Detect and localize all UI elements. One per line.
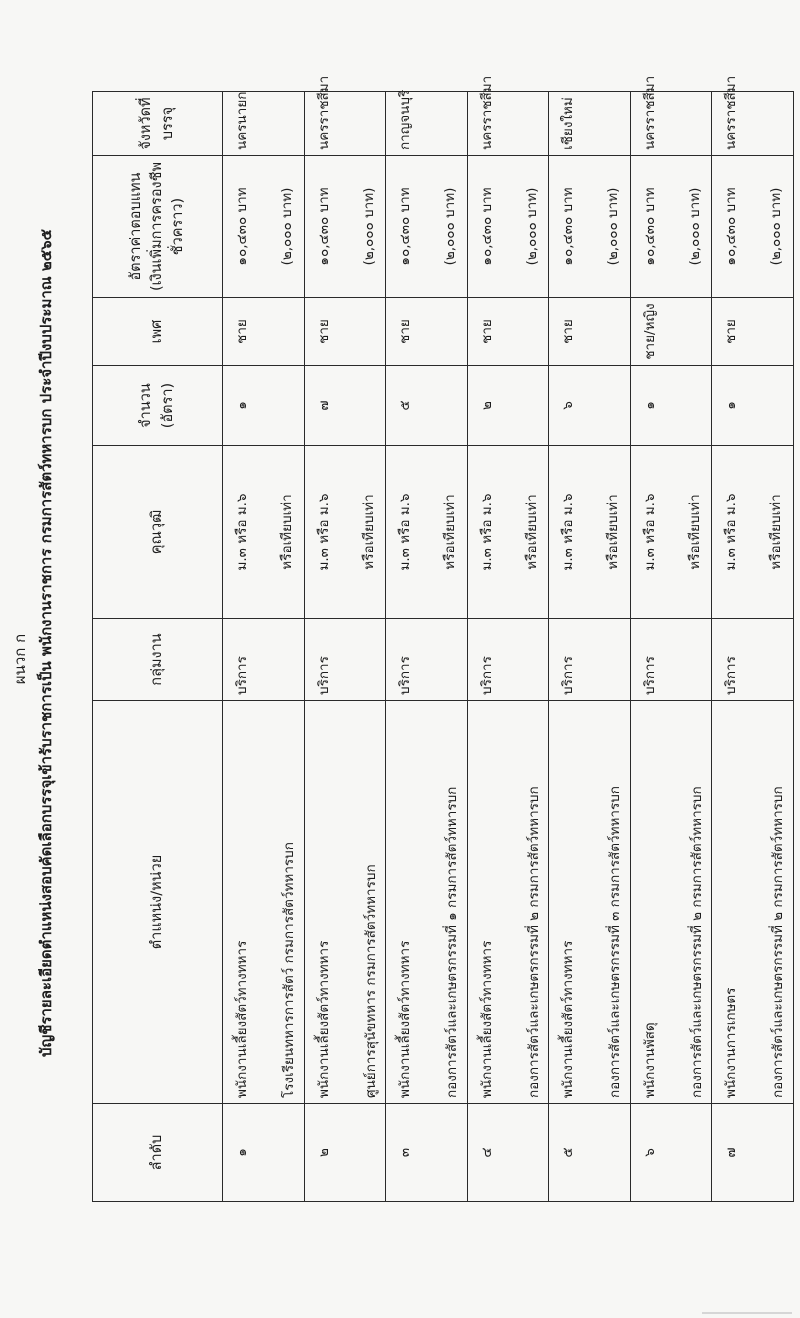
row-qualification	[467, 446, 549, 619]
position-unit: โรงเรียนทหารการสัตว์ กรมการสัตว์ทหารบก	[281, 842, 297, 1098]
row-no: ๗	[712, 1104, 794, 1202]
position-title: พนักงานเลี้ยงสัตว์ทางทหาร	[397, 940, 414, 1098]
row-qualification	[549, 446, 631, 619]
row-position	[304, 701, 386, 1104]
position-unit: กองการสัตว์และเกษตรกรรมที่ ๒ กรมการสัตว์ทหารบก	[770, 786, 787, 1098]
row-group: บริการ	[386, 619, 468, 701]
table-row	[630, 92, 712, 1202]
row-qualification	[630, 446, 712, 619]
position-unit: ศูนย์การสุนัขทหาร กรมการสัตว์ทหารบก	[362, 864, 379, 1098]
row-no: ๕	[549, 1104, 631, 1202]
table-row	[712, 92, 794, 1202]
qualification-equivalent: หรือเทียบเท่า	[279, 494, 295, 570]
compensation-allowance: (๒,๐๐๐ บาท)	[279, 187, 295, 266]
row-count: ๒	[467, 366, 549, 446]
position-unit: กองการสัตว์และเกษตรกรรมที่ ๒ กรมการสัตว์ทหารบก	[525, 786, 542, 1098]
qualification-level: ม.๓ หรือ ม.๖	[723, 493, 740, 571]
compensation-allowance: (๒,๐๐๐ บาท)	[686, 187, 703, 266]
row-group: บริการ	[712, 619, 794, 701]
position-unit: กองการสัตว์และเกษตรกรรมที่ ๑ กรมการสัตว์ทหารบก	[444, 786, 461, 1098]
row-count: ๕	[386, 366, 468, 446]
row-province: เชียงใหม่	[549, 92, 631, 156]
compensation-allowance: (๒,๐๐๐ บาท)	[442, 187, 459, 266]
row-province: นครราชสีมา	[304, 92, 386, 156]
qualification-equivalent: หรือเทียบเท่า	[523, 494, 540, 570]
row-sex: ชาย	[712, 298, 794, 366]
row-province: กาญจนบุรี	[386, 92, 468, 156]
row-compensation	[304, 156, 386, 298]
table-row	[467, 92, 549, 1202]
compensation-allowance: (๒,๐๐๐ บาท)	[605, 187, 622, 266]
scan-edge-divider	[702, 1312, 792, 1314]
position-title: พนักงานพัสดุ	[641, 1022, 658, 1098]
row-group: บริการ	[630, 619, 712, 701]
row-group: บริการ	[223, 619, 305, 701]
compensation-pay: ๑๐,๔๓๐ บาท	[723, 187, 740, 266]
row-position	[223, 701, 305, 1104]
table-header-row	[93, 92, 223, 1202]
row-sex: ชาย/หญิง	[630, 298, 712, 366]
qualification-level: ม.๓ หรือ ม.๖	[641, 493, 658, 571]
compensation-pay: ๑๐,๔๓๐ บาท	[478, 187, 495, 266]
row-position	[630, 701, 712, 1104]
row-count: ๑	[630, 366, 712, 446]
row-no: ๖	[630, 1104, 712, 1202]
row-qualification	[304, 446, 386, 619]
compensation-pay: ๑๐,๔๓๐ บาท	[234, 187, 250, 266]
compensation-pay: ๑๐,๔๓๐ บาท	[560, 187, 577, 266]
compensation-pay: ๑๐,๔๓๐ บาท	[641, 187, 658, 266]
row-no: ๒	[304, 1104, 386, 1202]
qualification-level: ม.๓ หรือ ม.๖	[560, 493, 577, 571]
row-position	[712, 701, 794, 1104]
row-province: นครราชสีมา	[712, 92, 794, 156]
compensation-allowance: (๒,๐๐๐ บาท)	[523, 187, 540, 266]
row-group: บริการ	[549, 619, 631, 701]
position-title: พนักงานเลี้ยงสัตว์ทางทหาร	[478, 940, 495, 1098]
row-count: ๑	[223, 366, 305, 446]
row-sex: ชาย	[223, 298, 305, 366]
row-position	[467, 701, 549, 1104]
table-row	[223, 92, 305, 1202]
row-position	[386, 701, 468, 1104]
row-compensation	[712, 156, 794, 298]
row-sex: ชาย	[304, 298, 386, 366]
row-qualification	[712, 446, 794, 619]
row-no: ๔	[467, 1104, 549, 1202]
header-group: กลุ่มงาน	[93, 619, 223, 701]
position-title: พนักงานเลี้ยงสัตว์ทางทหาร	[315, 940, 332, 1098]
qualification-equivalent: หรือเทียบเท่า	[768, 494, 785, 570]
row-group: บริการ	[304, 619, 386, 701]
position-title: พนักงานเลี้ยงสัตว์ทางทหาร	[234, 940, 250, 1098]
table-row	[304, 92, 386, 1202]
qualification-equivalent: หรือเทียบเท่า	[605, 494, 622, 570]
header-position: ตำแหน่ง/หน่วย	[93, 701, 223, 1104]
table-row	[386, 92, 468, 1202]
table-row	[549, 92, 631, 1202]
appendix-label: ผนวก ก	[11, 633, 29, 685]
row-sex: ชาย	[467, 298, 549, 366]
document-title: บัญชีรายละเอียดตำแหน่งสอบคัดเลือกบรรจุเข้ารับราชการเป็น พนักงานราชการ กรมการสัตว์ทหารบก ประจำปีงบประมาณ ๒๕๖๕	[37, 228, 55, 1058]
row-qualification	[223, 446, 305, 619]
row-compensation	[630, 156, 712, 298]
position-unit: กองการสัตว์และเกษตรกรรมที่ ๓ กรมการสัตว์ทหารบก	[607, 786, 624, 1098]
compensation-allowance: (๒,๐๐๐ บาท)	[768, 187, 785, 266]
header-qualification: คุณวุฒิ	[93, 446, 223, 619]
row-qualification	[386, 446, 468, 619]
header-sex: เพศ	[93, 298, 223, 366]
position-title: พนักงานการเกษตร	[723, 987, 740, 1098]
row-count: ๑	[712, 366, 794, 446]
row-no: ๑	[223, 1104, 305, 1202]
qualification-equivalent: หรือเทียบเท่า	[686, 494, 703, 570]
header-no: ลำดับ	[93, 1104, 223, 1202]
row-sex: ชาย	[549, 298, 631, 366]
row-compensation	[549, 156, 631, 298]
row-sex: ชาย	[386, 298, 468, 366]
qualification-level: ม.๓ หรือ ม.๖	[397, 493, 414, 571]
row-province: นครราชสีมา	[630, 92, 712, 156]
row-no: ๓	[386, 1104, 468, 1202]
row-count: ๖	[549, 366, 631, 446]
header-count: จำนวน (อัตรา)	[93, 366, 223, 446]
row-position	[549, 701, 631, 1104]
positions-table	[92, 75, 794, 1202]
qualification-level: ม.๓ หรือ ม.๖	[234, 493, 250, 571]
row-compensation	[386, 156, 468, 298]
row-count: ๗	[304, 366, 386, 446]
qualification-level: ม.๓ หรือ ม.๖	[315, 493, 332, 571]
position-title: พนักงานเลี้ยงสัตว์ทางทหาร	[560, 940, 577, 1098]
compensation-allowance: (๒,๐๐๐ บาท)	[360, 187, 377, 266]
compensation-pay: ๑๐,๔๓๐ บาท	[315, 187, 332, 266]
row-group: บริการ	[467, 619, 549, 701]
compensation-pay: ๑๐,๔๓๐ บาท	[397, 187, 414, 266]
qualification-level: ม.๓ หรือ ม.๖	[478, 493, 495, 571]
row-compensation	[467, 156, 549, 298]
header-province: จังหวัดที่บรรจุ	[93, 92, 223, 156]
position-unit: กองการสัตว์และเกษตรกรรมที่ ๒ กรมการสัตว์ทหารบก	[688, 786, 705, 1098]
header-compensation: อัตราค่าตอบแทน (เงินเพิ่มการครองชีพชั่วคราว)	[93, 156, 223, 298]
qualification-equivalent: หรือเทียบเท่า	[360, 494, 377, 570]
qualification-equivalent: หรือเทียบเท่า	[442, 494, 459, 570]
row-province: นครนายก	[223, 92, 305, 156]
row-province: นครราชสีมา	[467, 92, 549, 156]
row-compensation	[223, 156, 305, 298]
